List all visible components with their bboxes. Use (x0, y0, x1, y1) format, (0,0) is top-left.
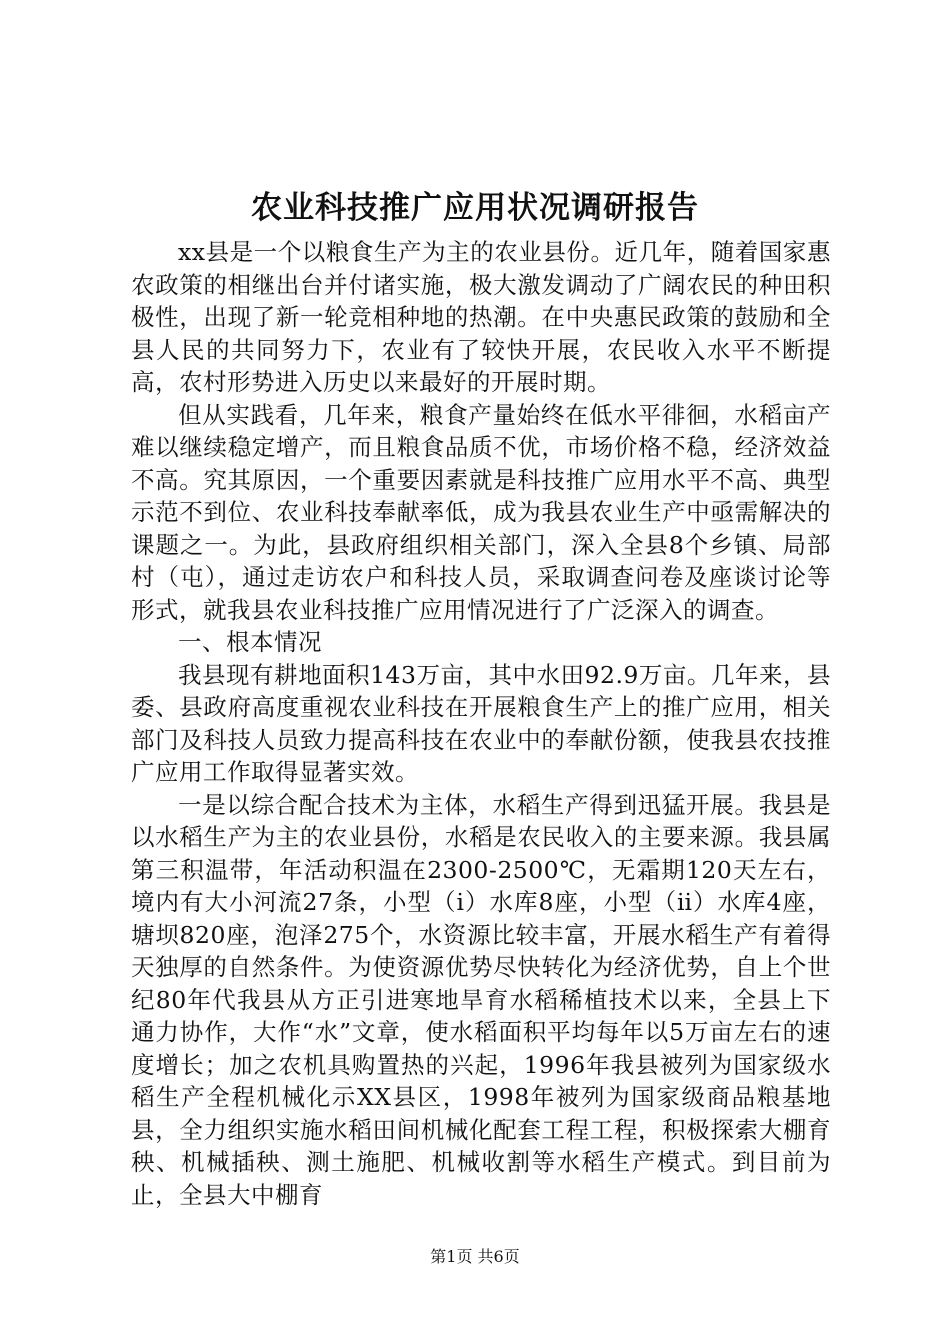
paragraph-basic-situation: 我县现有耕地面积143万亩，其中水田92.9万亩。几年来，县委、县政府高度重视农业科技在开展粮食生产上的推广应用，相关部门及科技人员致力提高科技在农业中的奉献份额，使我县农技推广应用工作取得显著实效。 (131, 660, 831, 786)
section-heading-basic-situation: 一、根本情况 (178, 628, 322, 656)
paragraph-intro: xx县是一个以粮食生产为主的农业县份。近几年，随着国家惠农政策的相继出台并付诸实施，极大激发调动了广阔农民的种田积极性，出现了新一轮竞相种地的热潮。在中央惠民政策的鼓励和全县人民的共同努力下，农业有了较快开展，农民收入水平不断提高，农村形势进入历史以来最好的开展时期。 (131, 238, 831, 396)
document-title: 农业科技推广应用状况调研报告 (251, 190, 699, 226)
page-number-footer: 第1页 共6页 (430, 1247, 520, 1266)
paragraph-problem: 但从实践看，几年来，粮食产量始终在低水平徘徊，水稻亩产难以继续稳定增产，而且粮食品质不优，市场价格不稳，经济效益不高。究其原因，一个重要因素就是科技推广应用水平不高、典型示范不到位、农业科技奉献率低，成为我县农业生产中亟需解决的课题之一。为此，县政府组织相关部门，深入全县8个乡镇、局部村（屯），通过走访农户和科技人员，采取调查问卷及座谈讨论等形式，就我县农业科技推广应用情况进行了广泛深入的调查。 (131, 400, 831, 624)
paragraph-rice-production: 一是以综合配合技术为主体，水稻生产得到迅猛开展。我县是以水稻生产为主的农业县份，水稻是农民收入的主要来源。我县属第三积温带，年活动积温在2300-2500℃，无霜期120天左右，境内有大小河流27条，小型（ⅰ）水库8座，小型（ⅱ）水库4座，塘坝820座，泡泽275个，水资源比较丰富，开展水稻生产有着得天独厚的自然条件。为使资源优势尽快转化为经济优势，自上个世纪80年代我县从方正引进寒地旱育水稻稀植技术以来，全县上下通力协作，大作“水”文章，使水稻面积平均每年以5万亩左右的速度增长；加之农机具购置热的兴起，1996年我县被列为国家级水稻生产全程机械化示XX县区，1998年被列为国家级商品粮基地县，全力组织实施水稻田间机械化配套工程工程，积极探索大棚育秧、机械插秧、测土施肥、机械收割等水稻生产模式。到目前为止，全县大中棚育 (131, 790, 831, 1209)
document-body (131, 236, 831, 1211)
